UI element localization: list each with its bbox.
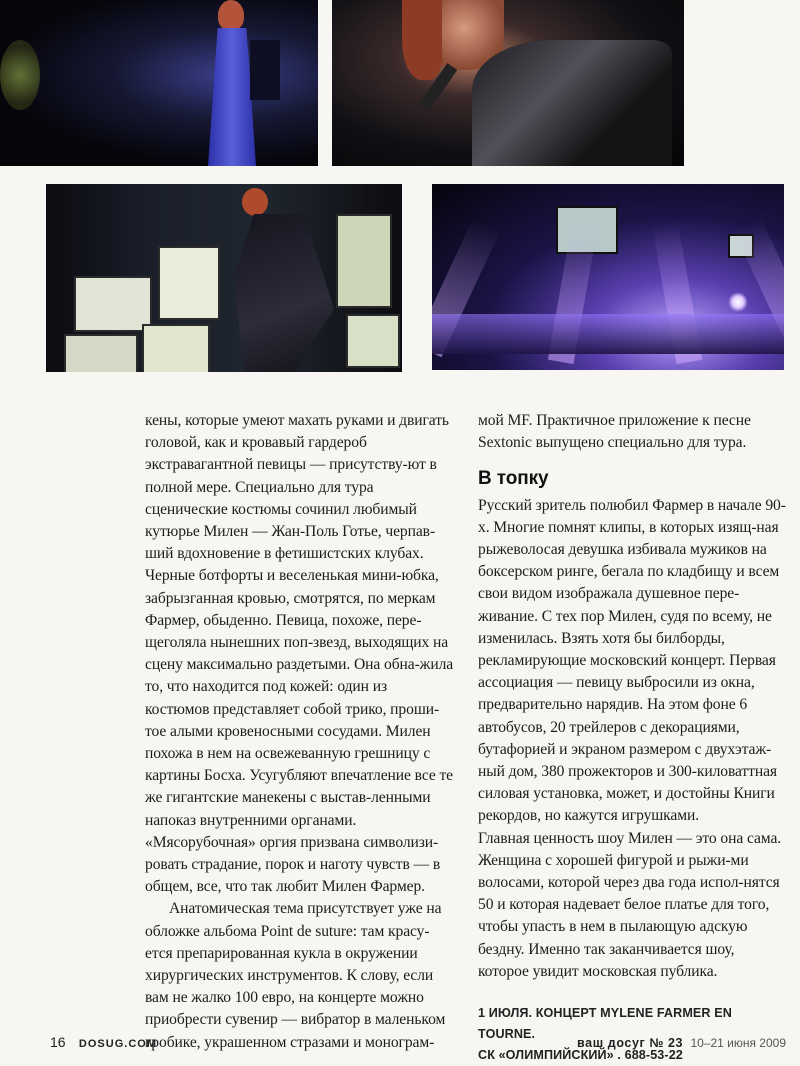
paragraph: Главная ценность шоу Милен — это она сама. Женщина с хорошей фигурой и рыжи-ми волосами, которой через два года испол-нятся 50 и которая надевает белое платье для того, чтобы упасть в нем в пылающую адскую бездну. Именно так заканчивается шоу, которое увидит московская публика.: [478, 829, 782, 980]
section-heading: В топку: [478, 468, 549, 490]
issue-dates: 10–21 июня 2009: [690, 1036, 786, 1050]
photo-singer-blue-dress: [0, 0, 318, 166]
photo-stage-purple-lights: [432, 184, 784, 370]
magazine-issue: ваш досуг № 23: [577, 1036, 684, 1050]
photo-singer-video-screens: [46, 184, 402, 372]
concert-info: [478, 1003, 786, 1066]
footer-right: [577, 1036, 786, 1050]
photo-singer-closeup-microphone: [332, 0, 684, 166]
article-right-column: [478, 410, 786, 1066]
paragraph: Русский зритель полюбил Фармер в начале 90-х. Многие помнят клипы, в которых изящ-ная рыжеволосая девушка избивала мужиков на боксерском ринге, бегала по кладбищу и всем свои видом изображала душевное пере-живание. С тех пор Милен, судя по всему, не изменилась. Взять хотя бы билборды, рекламирующие московский концерт. Первая ассоциация — певицу выбросили из окна, предварительно нарядив. На этом фоне 6 автобусов, 20 трейлеров с декорациями, бутафорией и экраном размером с двухэтаж-ный дом, 380 прожекторов и 300-киловаттная силовая установка, может, и достойны Книги рекордов, но кажутся игрушками.: [478, 496, 786, 825]
concert-date-title: 1 ИЮЛЯ. КОНЦЕРТ MYLENE FARMER EN TOURNE.: [478, 1006, 732, 1042]
paragraph: Анатомическая тема присутствует уже на обложке альбома Point de suture: там красу-ется препарированная кукла в окружении хирургических инструментов. К слову, если вам не жалко 100 евро, на концерте можно приобрести сувенир — вибратор в маленьком гробике, украшенном стразами и монограм-: [145, 900, 446, 1051]
article-left-column: [145, 410, 455, 1054]
concert-venue-phone: СК «ОЛИМПИЙСКИЙ» . 688-53-22: [478, 1048, 683, 1063]
page-number: 16: [50, 1034, 66, 1050]
paragraph-continuation: мой MF. Практичное приложение к песне Sextonic выпущено специально для тура.: [478, 412, 751, 452]
paragraph: кены, которые умеют махать руками и двигать головой, как и кровавый гардероб экстравагантной певицы — присутству-ют в полной мере. Специально для тура сценические костюмы сочинил любимый кутюрье Милен — Жан-Поль Готье, черпав-ший вдохновение в фетишистских клубах. Черные ботфорты и веселенькая мини-юбка, забрызганная кровью, смотрятся, по меркам Фармер, обыденно. Певица, похоже, пере-щеголяла нынешних поп-звезд, выходящих на сцену максимально раздетыми. Она обна-жила то, что находится под кожей: один из костюмов представляет собой трико, проши-тое алыми кровеносными сосудами. Милен похожа в нем на освежеванную грешницу с картины Босха. Усугубляют впечатление все те же гигантские манекены с выстав-ленными напоказ внутренними органами. «Мясорубочная» оргия призвана символизи-ровать страдание, порок и наготу чувств — в общем, все, что так любит Милен Фармер.: [145, 412, 454, 896]
site-name: DOSUG.COM: [78, 1038, 157, 1050]
footer-left: [50, 1034, 157, 1050]
